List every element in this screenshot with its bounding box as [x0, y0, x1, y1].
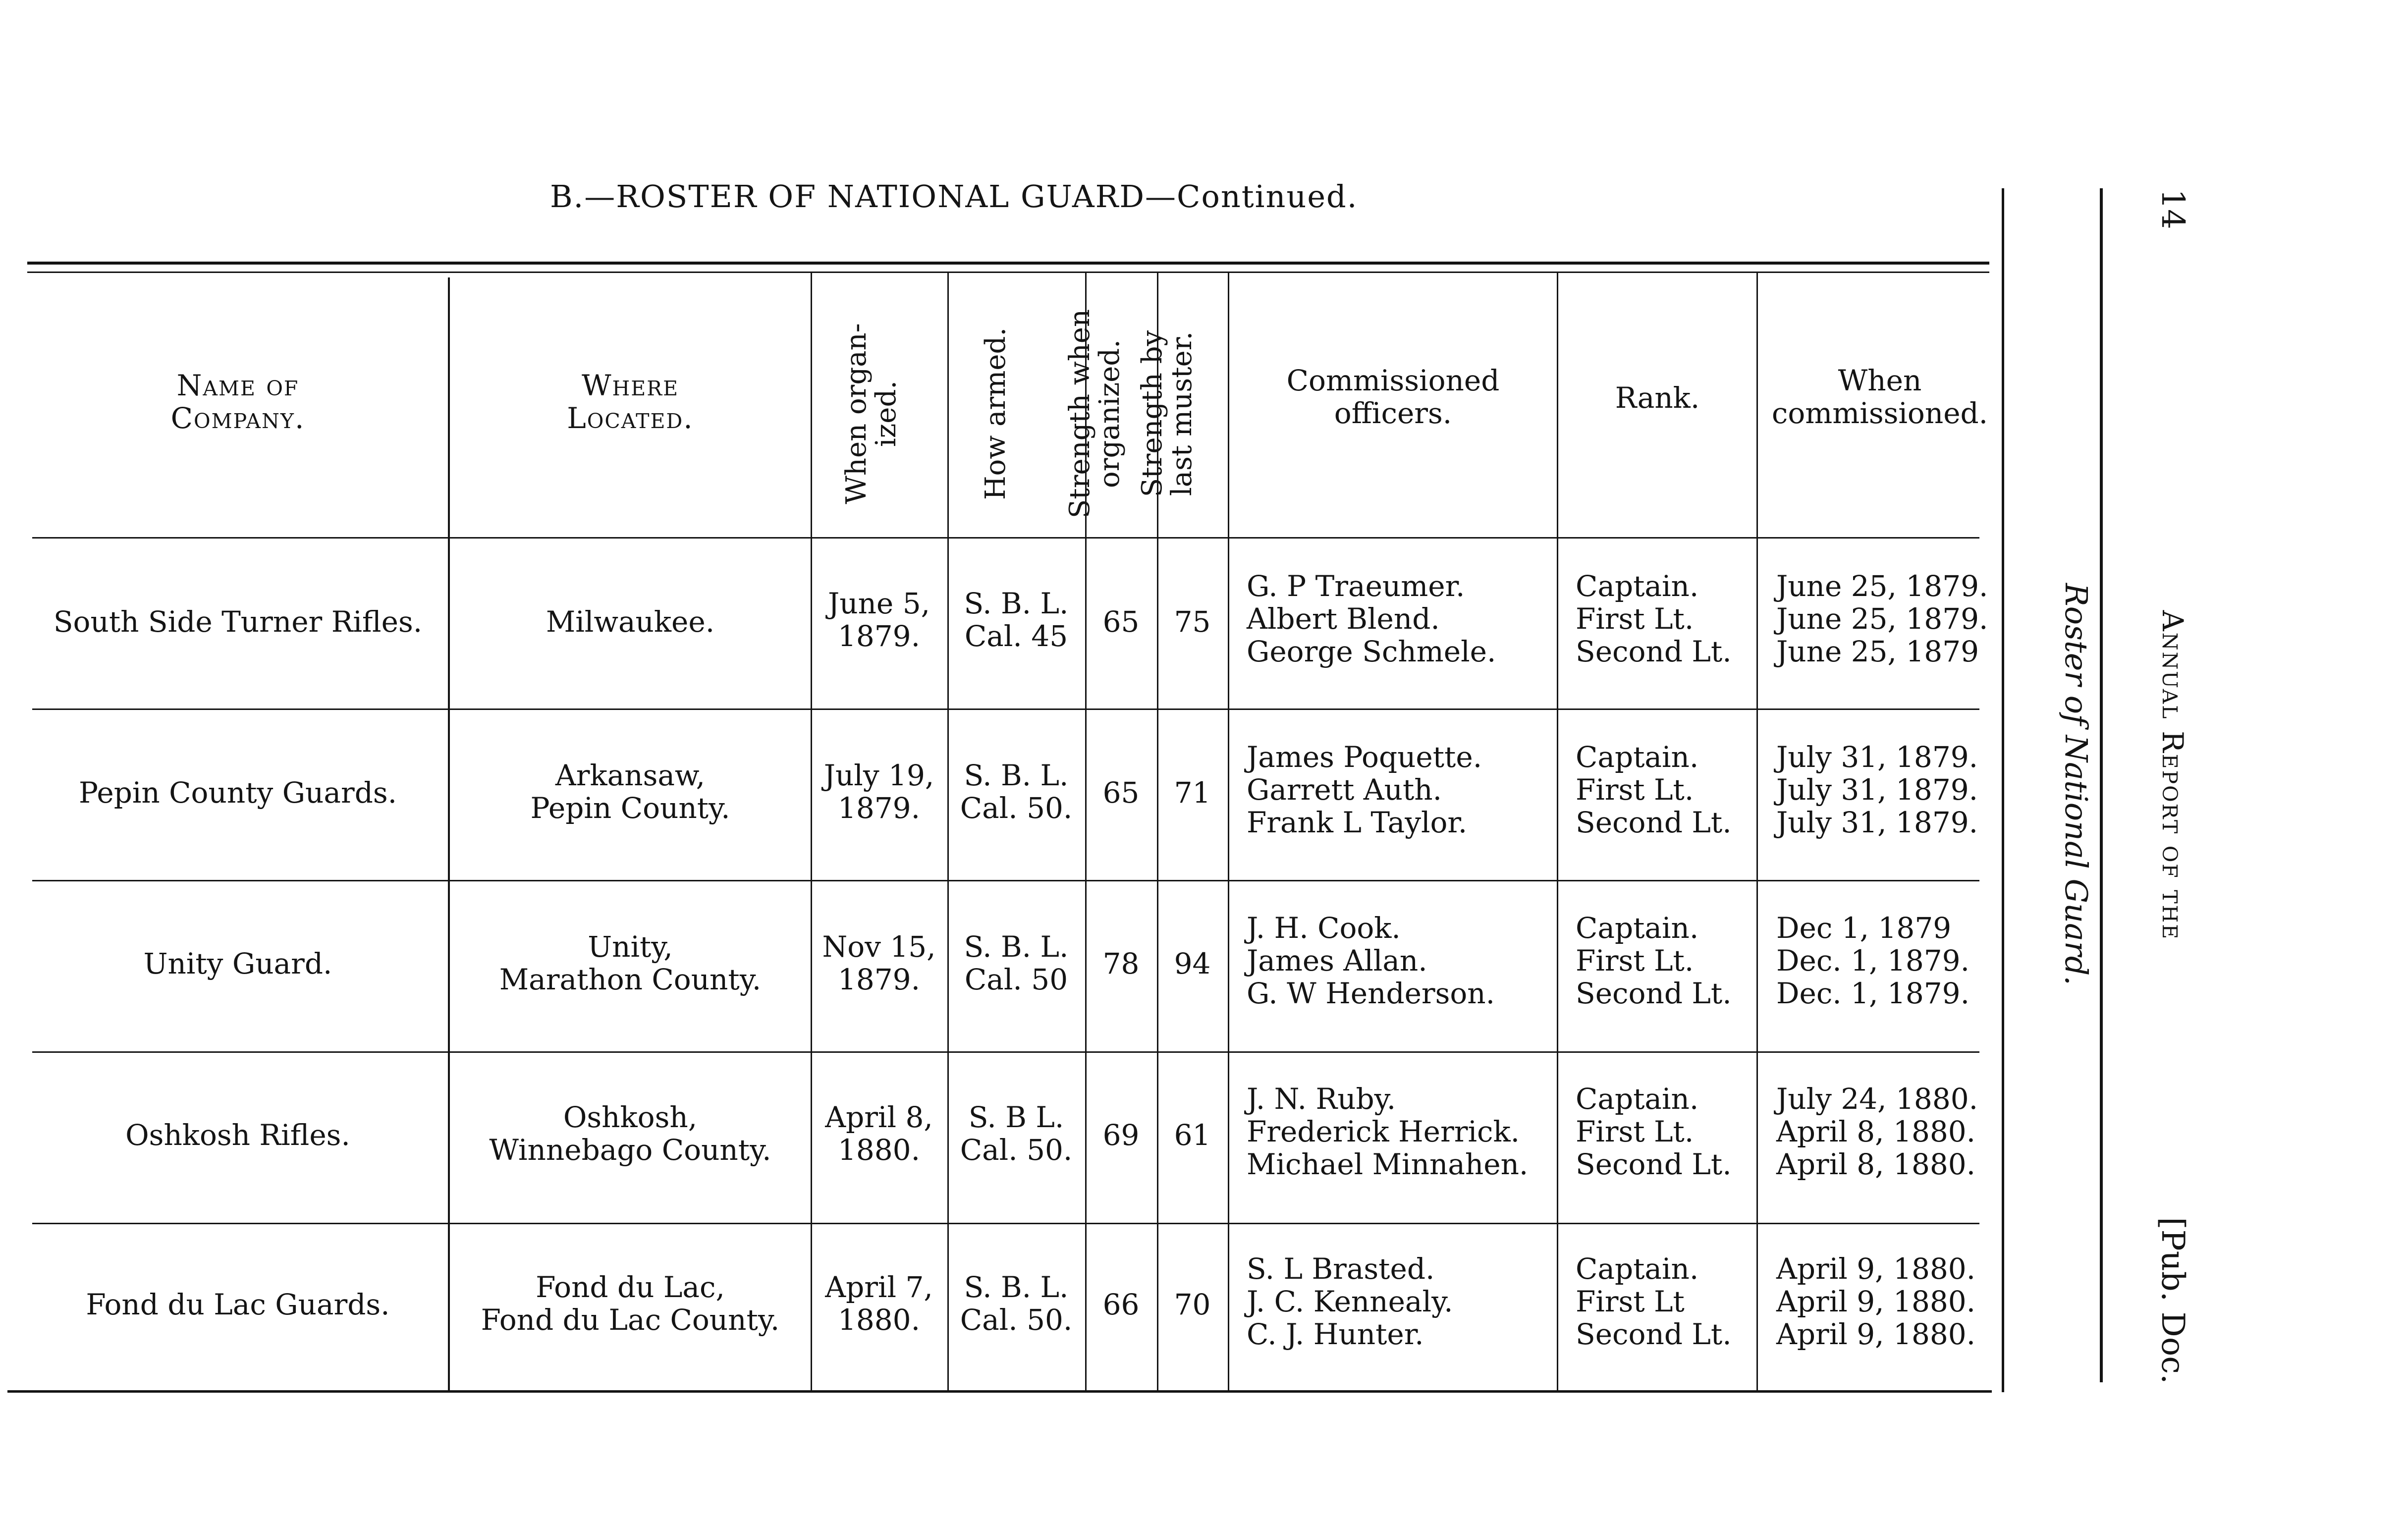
strength-last-muster: 71	[1174, 776, 1211, 810]
when-organized: Nov 15, 1879.	[822, 930, 936, 996]
officers: S. L Brasted. J. C. Kennealy. C. J. Hunter.	[1247, 1252, 1453, 1351]
header-strength-organized: Strength when organized.	[1064, 309, 1126, 519]
company-name: Oshkosh Rifles.	[125, 1118, 350, 1152]
ranks: Captain. First Lt. Second Lt.	[1576, 569, 1732, 668]
strength-last-muster: 70	[1174, 1288, 1211, 1321]
report-title: Annual Report of the	[2156, 610, 2189, 941]
location: Oshkosh, Winnebago County.	[489, 1100, 771, 1167]
header-when-organized: When organ- ized.	[840, 323, 902, 504]
ranks: Captain. First Lt Second Lt.	[1576, 1252, 1732, 1351]
officers: J. N. Ruby. Frederick Herrick. Michael Minnahen.	[1247, 1082, 1529, 1181]
row-rule	[32, 1223, 1979, 1224]
header-rank: Rank.	[1615, 381, 1700, 415]
pub-doc: [Pub. Doc.	[2154, 1217, 2191, 1384]
header-strength-last-muster: Strength by last muster.	[1136, 330, 1198, 497]
how-armed: S. B. L. Cal. 50.	[960, 1270, 1073, 1337]
how-armed: S. B. L. Cal. 50.	[960, 759, 1073, 825]
strength-organized: 78	[1102, 947, 1140, 980]
commission-dates: April 9, 1880. April 9, 1880. April 9, 1880.	[1776, 1252, 1976, 1351]
company-name: Unity Guard.	[143, 947, 332, 980]
header-how-armed: How armed.	[980, 327, 1012, 500]
location: Unity, Marathon County.	[499, 930, 762, 996]
col-rule	[2002, 188, 2004, 1392]
top-rule-2	[27, 272, 1989, 273]
row-rule	[32, 880, 1979, 881]
how-armed: S. B. L. Cal. 50	[964, 930, 1069, 996]
location: Fond du Lac, Fond du Lac County.	[481, 1270, 780, 1337]
top-rule-1	[27, 262, 1989, 265]
header-when-commissioned: When commissioned.	[1771, 364, 1988, 430]
commission-dates: July 31, 1879. July 31, 1879. July 31, 1879.	[1776, 740, 1978, 839]
when-organized: June 5, 1879.	[827, 587, 930, 653]
when-organized: April 8, 1880.	[825, 1100, 933, 1167]
commission-dates: Dec 1, 1879 Dec. 1, 1879. Dec. 1, 1879.	[1776, 911, 1970, 1010]
company-name: Pepin County Guards.	[78, 776, 397, 810]
how-armed: S. B L. Cal. 50.	[960, 1100, 1073, 1167]
ranks: Captain. First Lt. Second Lt.	[1576, 911, 1732, 1010]
location: Arkansaw, Pepin County.	[530, 759, 730, 825]
strength-last-muster: 94	[1174, 947, 1211, 980]
strength-organized: 65	[1102, 605, 1140, 639]
location: Milwaukee.	[546, 605, 715, 639]
page-number: 14	[2154, 189, 2191, 229]
ranks: Captain. First Lt. Second Lt.	[1576, 740, 1732, 839]
ranks: Captain. First Lt. Second Lt.	[1576, 1082, 1732, 1181]
officers: G. P Traeumer. Albert Blend. George Schmele.	[1247, 569, 1496, 668]
commission-dates: July 24, 1880. April 8, 1880. April 8, 1880.	[1776, 1082, 1978, 1181]
company-name: South Side Turner Rifles.	[53, 605, 423, 639]
running-title: Roster of National Guard.	[2058, 583, 2094, 985]
how-armed: S. B. L. Cal. 45	[964, 587, 1069, 653]
row-rule	[32, 1051, 1979, 1053]
strength-last-muster: 75	[1174, 605, 1211, 639]
header-name-of-company: Name of Company.	[170, 369, 305, 435]
strength-organized: 66	[1102, 1288, 1140, 1321]
strength-organized: 69	[1102, 1118, 1140, 1152]
company-name: Fond du Lac Guards.	[86, 1288, 390, 1321]
row-rule	[32, 708, 1979, 710]
bottom-rule	[7, 1390, 1992, 1393]
header-commissioned-officers: Commissioned officers.	[1286, 364, 1500, 430]
when-organized: April 7, 1880.	[825, 1270, 933, 1337]
strength-organized: 65	[1102, 776, 1140, 810]
header-where-located: Where Located.	[567, 369, 694, 435]
officers: J. H. Cook. James Allan. G. W Henderson.	[1247, 911, 1495, 1010]
table-title: B.—ROSTER OF NATIONAL GUARD—Continued.	[550, 178, 1358, 215]
officers: James Poquette. Garrett Auth. Frank L Taylor.	[1247, 740, 1482, 839]
strength-last-muster: 61	[1174, 1118, 1211, 1152]
commission-dates: June 25, 1879. June 25, 1879. June 25, 1879	[1776, 569, 1988, 668]
margin-rule	[2100, 188, 2103, 1382]
when-organized: July 19, 1879.	[823, 759, 934, 825]
